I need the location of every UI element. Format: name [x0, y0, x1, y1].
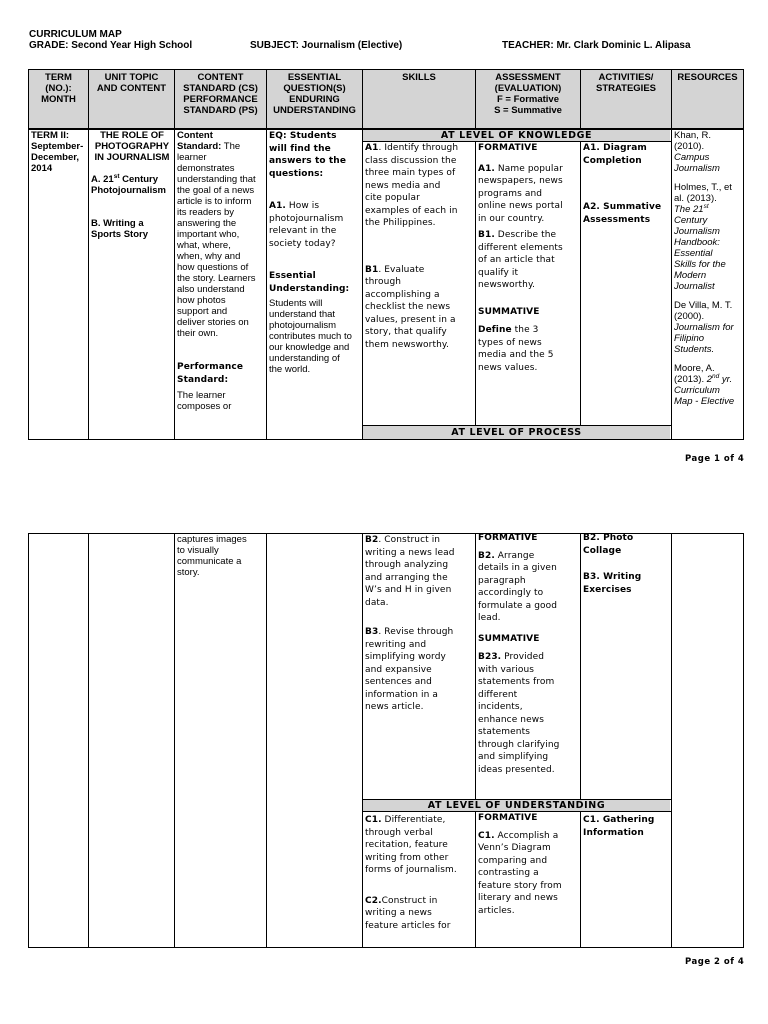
unit-topic-cell: THE ROLE OF PHOTOGRAPHY IN JOURNALISM A. 21st Century Photojournalism B. Writing a Sports Story — [91, 130, 170, 240]
assessment-cell: FORMATIVE A1. Name popular newspapers, news programs and online news portal in our country. B1. Describe the different elements of an article that qualify it newsworthy. SUMMATIVE Define the 3 types of news media and the 5 news values. — [478, 143, 563, 373]
document-title: CURRICULUM MAP — [29, 29, 122, 40]
subject-label: SUBJECT: Journalism (Elective) — [250, 40, 403, 51]
header-content-standard: CONTENT STANDARD (CS) PERFORMANCE STANDARD (PS) — [183, 72, 258, 116]
header-activities: ACTIVITIES/ STRATEGIES — [596, 72, 656, 94]
content-standard-continued: captures images to visually communicate a story. — [177, 534, 247, 578]
header-skills: SKILLS — [402, 72, 436, 83]
activities-cell-page2: B2. Photo Collage B3. Writing Exercises — [583, 533, 642, 595]
activities-cell: A1. Diagram Completion A2. Summative Assessments — [583, 143, 662, 225]
activities-cell-understanding: C1. Gathering Information — [583, 815, 655, 838]
header-term: TERM (NO.): MONTH — [41, 72, 76, 105]
content-standard-cell: Content Standard: The learner demonstrates understanding that the goal of a news article is to inform its readers by answering the important who, what, where, when, why and how questions of the story. Learners also understand how photos support and deliver stories on their own. Performance Standard: The learner composes or — [177, 130, 256, 412]
header-unit-topic: UNIT TOPIC AND CONTENT — [96, 72, 167, 94]
header-resources: RESOURCES — [677, 72, 738, 83]
teacher-label: TEACHER: Mr. Clark Dominic L. Alipasa — [502, 40, 691, 51]
level-understanding-label: AT LEVEL OF UNDERSTANDING — [427, 800, 606, 811]
skills-cell-page2: B2. Construct in writing a news lead through analyzing and arranging the W’s and H in given data. B3. Revise through rewriting and simplifying wordy and expansive sentences and information in a news article. — [365, 535, 455, 712]
resources-cell: Khan, R. (2010). Campus Journalism Holmes, T., et al. (2013). The 21st Century Journalism Handbook: Essential Skills for the Modern Journalist De Villa, M. T. (2000). Journalism for Filipino Students. Moore, A. (2013). 2nd yr. Curriculum Map - Elective — [674, 130, 735, 407]
page-number-1: Page 1 of 4 — [685, 454, 745, 464]
level-knowledge-label: AT LEVEL OF KNOWLEDGE — [440, 130, 593, 141]
header-essential-question: ESSENTIAL QUESTION(S) ENDURING UNDERSTANDING — [273, 72, 356, 116]
grade-label: GRADE: Second Year High School — [29, 40, 193, 51]
skills-cell-understanding: C1. Differentiate, through verbal recitation, feature writing from other forms of journalism. C2.Construct in writing a news feature articles for — [365, 815, 457, 931]
term-cell: TERM II: September- December, 2014 — [31, 130, 84, 174]
assessment-cell-page2: FORMATIVE B2. Arrange details in a given paragraph accordingly to formulate a good lead. SUMMATIVE B23. Provided with various statements from different incidents, enhance news statements through clarifying and simplifying ideas presented. — [478, 533, 560, 775]
page-number-2: Page 2 of 4 — [685, 957, 745, 967]
essential-question-cell: EQ: Students will find the answers to the questions: A1. How is photojournalism relevant in the society today? Essential Understanding: Students will understand that photojournalism contributes much to our knowledge and understanding of the world. — [269, 131, 352, 375]
skills-cell: A1. Identify through class discussion the three main types of news media and cite popular examples of each in the Philippines. B1. Evaluate through accomplishing a checklist the news values, present in a story, that qualify them newsworthy. — [365, 143, 459, 350]
assessment-cell-understanding: FORMATIVE C1. Accomplish a Venn’s Diagram comparing and contrasting a feature story from literary and news articles. — [478, 813, 562, 916]
header-assessment: ASSESSMENT (EVALUATION) F = Formative S = Summative — [494, 72, 562, 116]
level-process-label: AT LEVEL OF PROCESS — [451, 427, 582, 438]
